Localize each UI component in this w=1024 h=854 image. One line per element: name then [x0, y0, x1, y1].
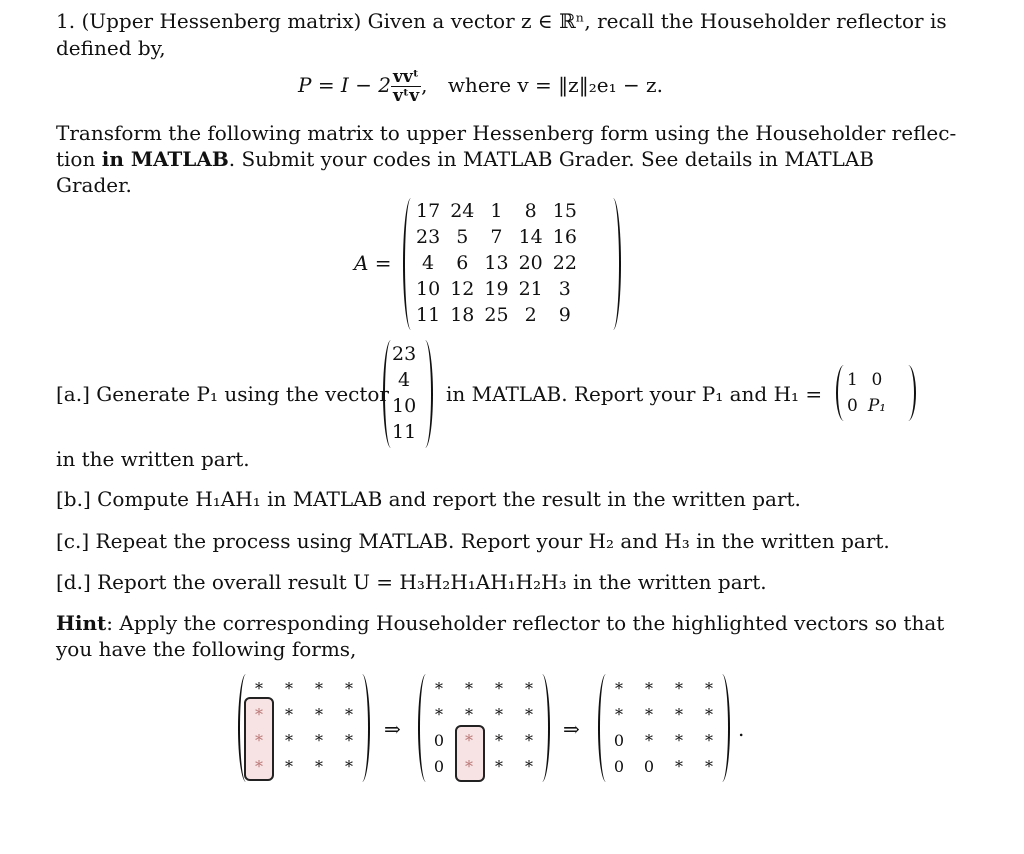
- cell: 19: [484, 278, 509, 300]
- form-matrix-1: [238, 674, 370, 782]
- form-entry: *: [645, 704, 653, 724]
- cell: 11: [416, 304, 441, 326]
- form-entry: *: [705, 730, 713, 750]
- form-entry: *: [345, 730, 353, 750]
- form-entry: *: [285, 678, 293, 698]
- part-a-prefix: [a.] Generate P₁ using the vector: [56, 382, 389, 406]
- cell: 22: [552, 252, 577, 274]
- cell: 3: [558, 278, 571, 300]
- form-entry: *: [645, 678, 653, 698]
- para-line-2b: . Submit your codes in MATLAB Grader. See details in MATLAB: [228, 147, 874, 171]
- form-entry: *: [675, 678, 683, 698]
- formula-fraction: [391, 68, 421, 105]
- para-line-1: Transform the following matrix to upper Hessenberg form using the Householder reflec-: [56, 121, 957, 145]
- form-entry: *: [465, 704, 473, 724]
- hint-line-1: [56, 610, 944, 636]
- vector-entry: 4: [398, 369, 411, 391]
- householder-formula: [298, 68, 663, 105]
- part-a-middle: in MATLAB. Report your P₁ and H₁ =: [446, 382, 823, 406]
- form-entry: *: [255, 730, 263, 750]
- form-entry: 0: [613, 756, 625, 776]
- cell: 12: [450, 278, 475, 300]
- h1-entry: 0: [847, 396, 858, 416]
- formula-numerator: vvᵗ: [393, 67, 420, 87]
- form-entry: *: [525, 756, 533, 776]
- cell: 23: [416, 226, 441, 248]
- form-entry: *: [615, 704, 623, 724]
- form-entry: *: [495, 730, 503, 750]
- cell: 25: [484, 304, 509, 326]
- cell: 24: [450, 200, 475, 222]
- cell: 2: [524, 304, 537, 326]
- form-entry: *: [315, 756, 323, 776]
- formula-comma: ,: [421, 73, 428, 97]
- form-entry: *: [315, 704, 323, 724]
- form-entry: 0: [643, 756, 655, 776]
- form-entry: 0: [433, 756, 445, 776]
- h1-block-matrix: [836, 365, 916, 421]
- cell: 10: [416, 278, 441, 300]
- part-d: [d.] Report the overall result U = H₃H₂H₁AH₁H₂H₃ in the written part.: [56, 570, 767, 594]
- form-entry: *: [495, 704, 503, 724]
- vector-entry: 10: [392, 395, 417, 417]
- cell: 6: [456, 252, 469, 274]
- hint-label: Hint: [56, 611, 107, 635]
- form-entry: *: [525, 678, 533, 698]
- form-entry: *: [285, 730, 293, 750]
- cell: 4: [422, 252, 435, 274]
- implies-arrow-1: ⇒: [384, 717, 401, 741]
- form-entry: *: [705, 756, 713, 776]
- form-entry: *: [435, 678, 443, 698]
- form-entry: *: [315, 730, 323, 750]
- form-entry: *: [285, 704, 293, 724]
- cell: 17: [416, 200, 441, 222]
- vector-entry: 11: [392, 421, 417, 443]
- cell: 20: [518, 252, 543, 274]
- form-entry: *: [495, 756, 503, 776]
- matrix-a-row: [411, 276, 582, 302]
- vector-entry: 23: [392, 343, 417, 365]
- form-entry: *: [615, 678, 623, 698]
- cell: 15: [552, 200, 577, 222]
- form-entry: 0: [613, 730, 625, 750]
- form-entry: *: [255, 678, 263, 698]
- h1-entry: 1: [847, 370, 858, 390]
- form-matrix-3: [598, 674, 730, 782]
- h1-right-paren: [900, 365, 916, 421]
- problem-line-2: defined by,: [56, 36, 166, 60]
- cell: 14: [518, 226, 543, 248]
- formula-denominator: vᵗv: [393, 86, 420, 106]
- hint-line-2: you have the following forms,: [56, 637, 357, 661]
- cell: 8: [524, 200, 537, 222]
- matrix-a-label: A =: [354, 251, 392, 275]
- para-line-2a: tion: [56, 147, 102, 171]
- vector-z: [383, 340, 433, 448]
- para-line-3: Grader.: [56, 173, 132, 197]
- formula-left: P = I − 2: [298, 73, 392, 97]
- cell: 18: [450, 304, 475, 326]
- hint-text-1: : Apply the corresponding Householder reflector to the highlighted vectors so that: [106, 611, 945, 635]
- form-entry: *: [675, 730, 683, 750]
- form-entry: *: [525, 704, 533, 724]
- formula-where: where v = ‖z‖₂e₁ − z.: [447, 73, 663, 97]
- form-entry: *: [435, 704, 443, 724]
- h1-entry: 0: [871, 370, 883, 390]
- matrix-a: [403, 198, 621, 330]
- h1-entry: P₁: [867, 396, 887, 416]
- para-line-2: [56, 146, 874, 172]
- cell: 21: [518, 278, 543, 300]
- cell: 1: [490, 200, 503, 222]
- form-entry: *: [675, 756, 683, 776]
- implies-arrow-2: ⇒: [563, 717, 580, 741]
- matrix-a-row: [411, 250, 582, 276]
- form-entry: *: [345, 678, 353, 698]
- matrix-a-row: [411, 302, 582, 328]
- form-entry: *: [345, 704, 353, 724]
- form-entry: *: [645, 730, 653, 750]
- form-entry: *: [285, 756, 293, 776]
- part-c: [c.] Repeat the process using MATLAB. Report your H₂ and H₃ in the written part.: [56, 529, 890, 553]
- form-entry: *: [465, 678, 473, 698]
- matrix-a-row: [411, 224, 582, 250]
- form-entry: *: [525, 730, 533, 750]
- form-entry: *: [675, 704, 683, 724]
- cell: 9: [558, 304, 571, 326]
- form-matrix-2: [418, 674, 550, 782]
- in-matlab-bold: in MATLAB: [101, 147, 229, 171]
- form-entry: *: [345, 756, 353, 776]
- problem-line-1: 1. (Upper Hessenberg matrix) Given a vector z ∈ ℝⁿ, recall the Householder reflector is: [56, 9, 947, 33]
- form-entry: *: [315, 678, 323, 698]
- part-a-suffix: in the written part.: [56, 447, 250, 471]
- forms-period: .: [738, 717, 745, 741]
- matrix-a-row: [411, 198, 582, 224]
- form-entry: *: [465, 730, 473, 750]
- form-entry: *: [705, 704, 713, 724]
- form-entry: *: [255, 756, 263, 776]
- cell: 7: [490, 226, 503, 248]
- cell: 16: [552, 226, 577, 248]
- part-b: [b.] Compute H₁AH₁ in MATLAB and report the result in the written part.: [56, 487, 801, 511]
- cell: 5: [456, 226, 469, 248]
- form-entry: *: [705, 678, 713, 698]
- cell: 13: [484, 252, 509, 274]
- form-entry: *: [495, 678, 503, 698]
- form-entry: *: [255, 704, 263, 724]
- form-entry: 0: [433, 730, 445, 750]
- form-entry: *: [465, 756, 473, 776]
- matrix-a-right-paren: [605, 198, 621, 330]
